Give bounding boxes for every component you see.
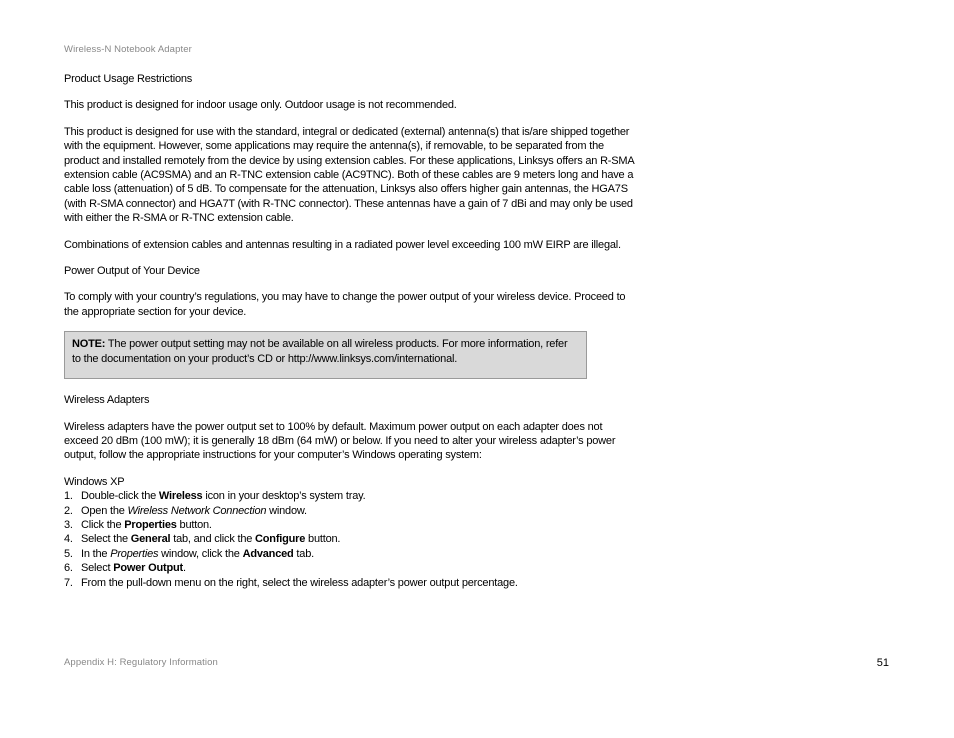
step-number: 1. (64, 490, 73, 503)
step-number: 2. (64, 504, 73, 517)
section-heading-power-output: Power Output of Your Device (64, 265, 200, 278)
step-number: 3. (64, 518, 73, 531)
note-box (64, 331, 587, 379)
step-text: From the pull-down menu on the right, select the wireless adapter’s power output percentage. (81, 576, 518, 589)
paragraph-wireless-adapters: Wireless adapters have the power output set to 100% by default. Maximum power output on each adapter does not exceed 20 dBm (100 mW); it is generally 18 dBm (64 mW) or below. If you need to alter your wireless adapter’s power output, follow the appropriate instructions for your computer’s Windows operating system: (64, 420, 616, 462)
steps-list (64, 489, 634, 590)
page-content (64, 72, 634, 590)
document-page (64, 0, 894, 738)
list-item (64, 532, 634, 546)
paragraph-indoor-usage: This product is designed for indoor usage only. Outdoor usage is not recommended. (64, 99, 457, 112)
subheading-windows-xp: Windows XP (64, 475, 125, 488)
step-text: Select Power Output. (81, 562, 186, 575)
running-footer: Appendix H: Regulatory Information (64, 657, 218, 668)
step-number: 5. (64, 547, 73, 560)
list-item (64, 504, 634, 518)
list-item (64, 518, 634, 532)
step-number: 6. (64, 562, 73, 575)
paragraph-illegal-combinations: Combinations of extension cables and antennas resulting in a radiated power level exceeding 100 mW EIRP are illegal. (64, 238, 621, 251)
paragraph-antenna-info: This product is designed for use with the standard, integral or dedicated (external) antenna(s) that is/are shipped together with the equipment. However, some applications may require the antenna(s), if removable, to be separated from the product and installed remotely from the device by using extension cables. For these applications, Linksys offers an R-SMA extension cable (AC9SMA) and an R-TNC extension cable (AC9TNC). Both of these cables are 9 meters long and have a cable loss (attenuation) of 5 dB. To compensate for the attenuation, Linksys also offers higher gain antennas, the HGA7S (with R-SMA connector) and HGA7T (with R-TNC connector). These antennas have a gain of 7 dBi and may only be used with either the R-SMA or R-TNC extension cable. (64, 125, 634, 225)
step-number: 4. (64, 533, 73, 546)
running-header: Wireless-N Notebook Adapter (64, 44, 192, 55)
step-number: 7. (64, 576, 73, 589)
step-text: Click the Properties button. (81, 518, 212, 531)
note-label: NOTE: (72, 338, 106, 351)
step-text: Double-click the Wireless icon in your desktop’s system tray. (81, 490, 366, 503)
step-text: Open the Wireless Network Connection window. (81, 504, 307, 517)
list-item (64, 576, 634, 590)
section-heading-usage: Product Usage Restrictions (64, 73, 193, 85)
section-heading-wireless-adapters: Wireless Adapters (64, 394, 150, 407)
paragraph-power-output: To comply with your country’s regulations, you may have to change the power output of your wireless device. Proceed to the appropriate section for your device. (64, 291, 626, 318)
list-item (64, 547, 634, 561)
list-item (64, 561, 634, 575)
page-number: 51 (876, 657, 889, 669)
list-item (64, 489, 634, 503)
note-text: The power output setting may not be available on all wireless products. For more information, refer to the documentation on your product’s CD or http://www.linksys.com/international. (72, 338, 568, 365)
step-text: Select the General tab, and click the Configure button. (81, 533, 341, 546)
step-text: In the Properties window, click the Advanced tab. (81, 547, 314, 560)
